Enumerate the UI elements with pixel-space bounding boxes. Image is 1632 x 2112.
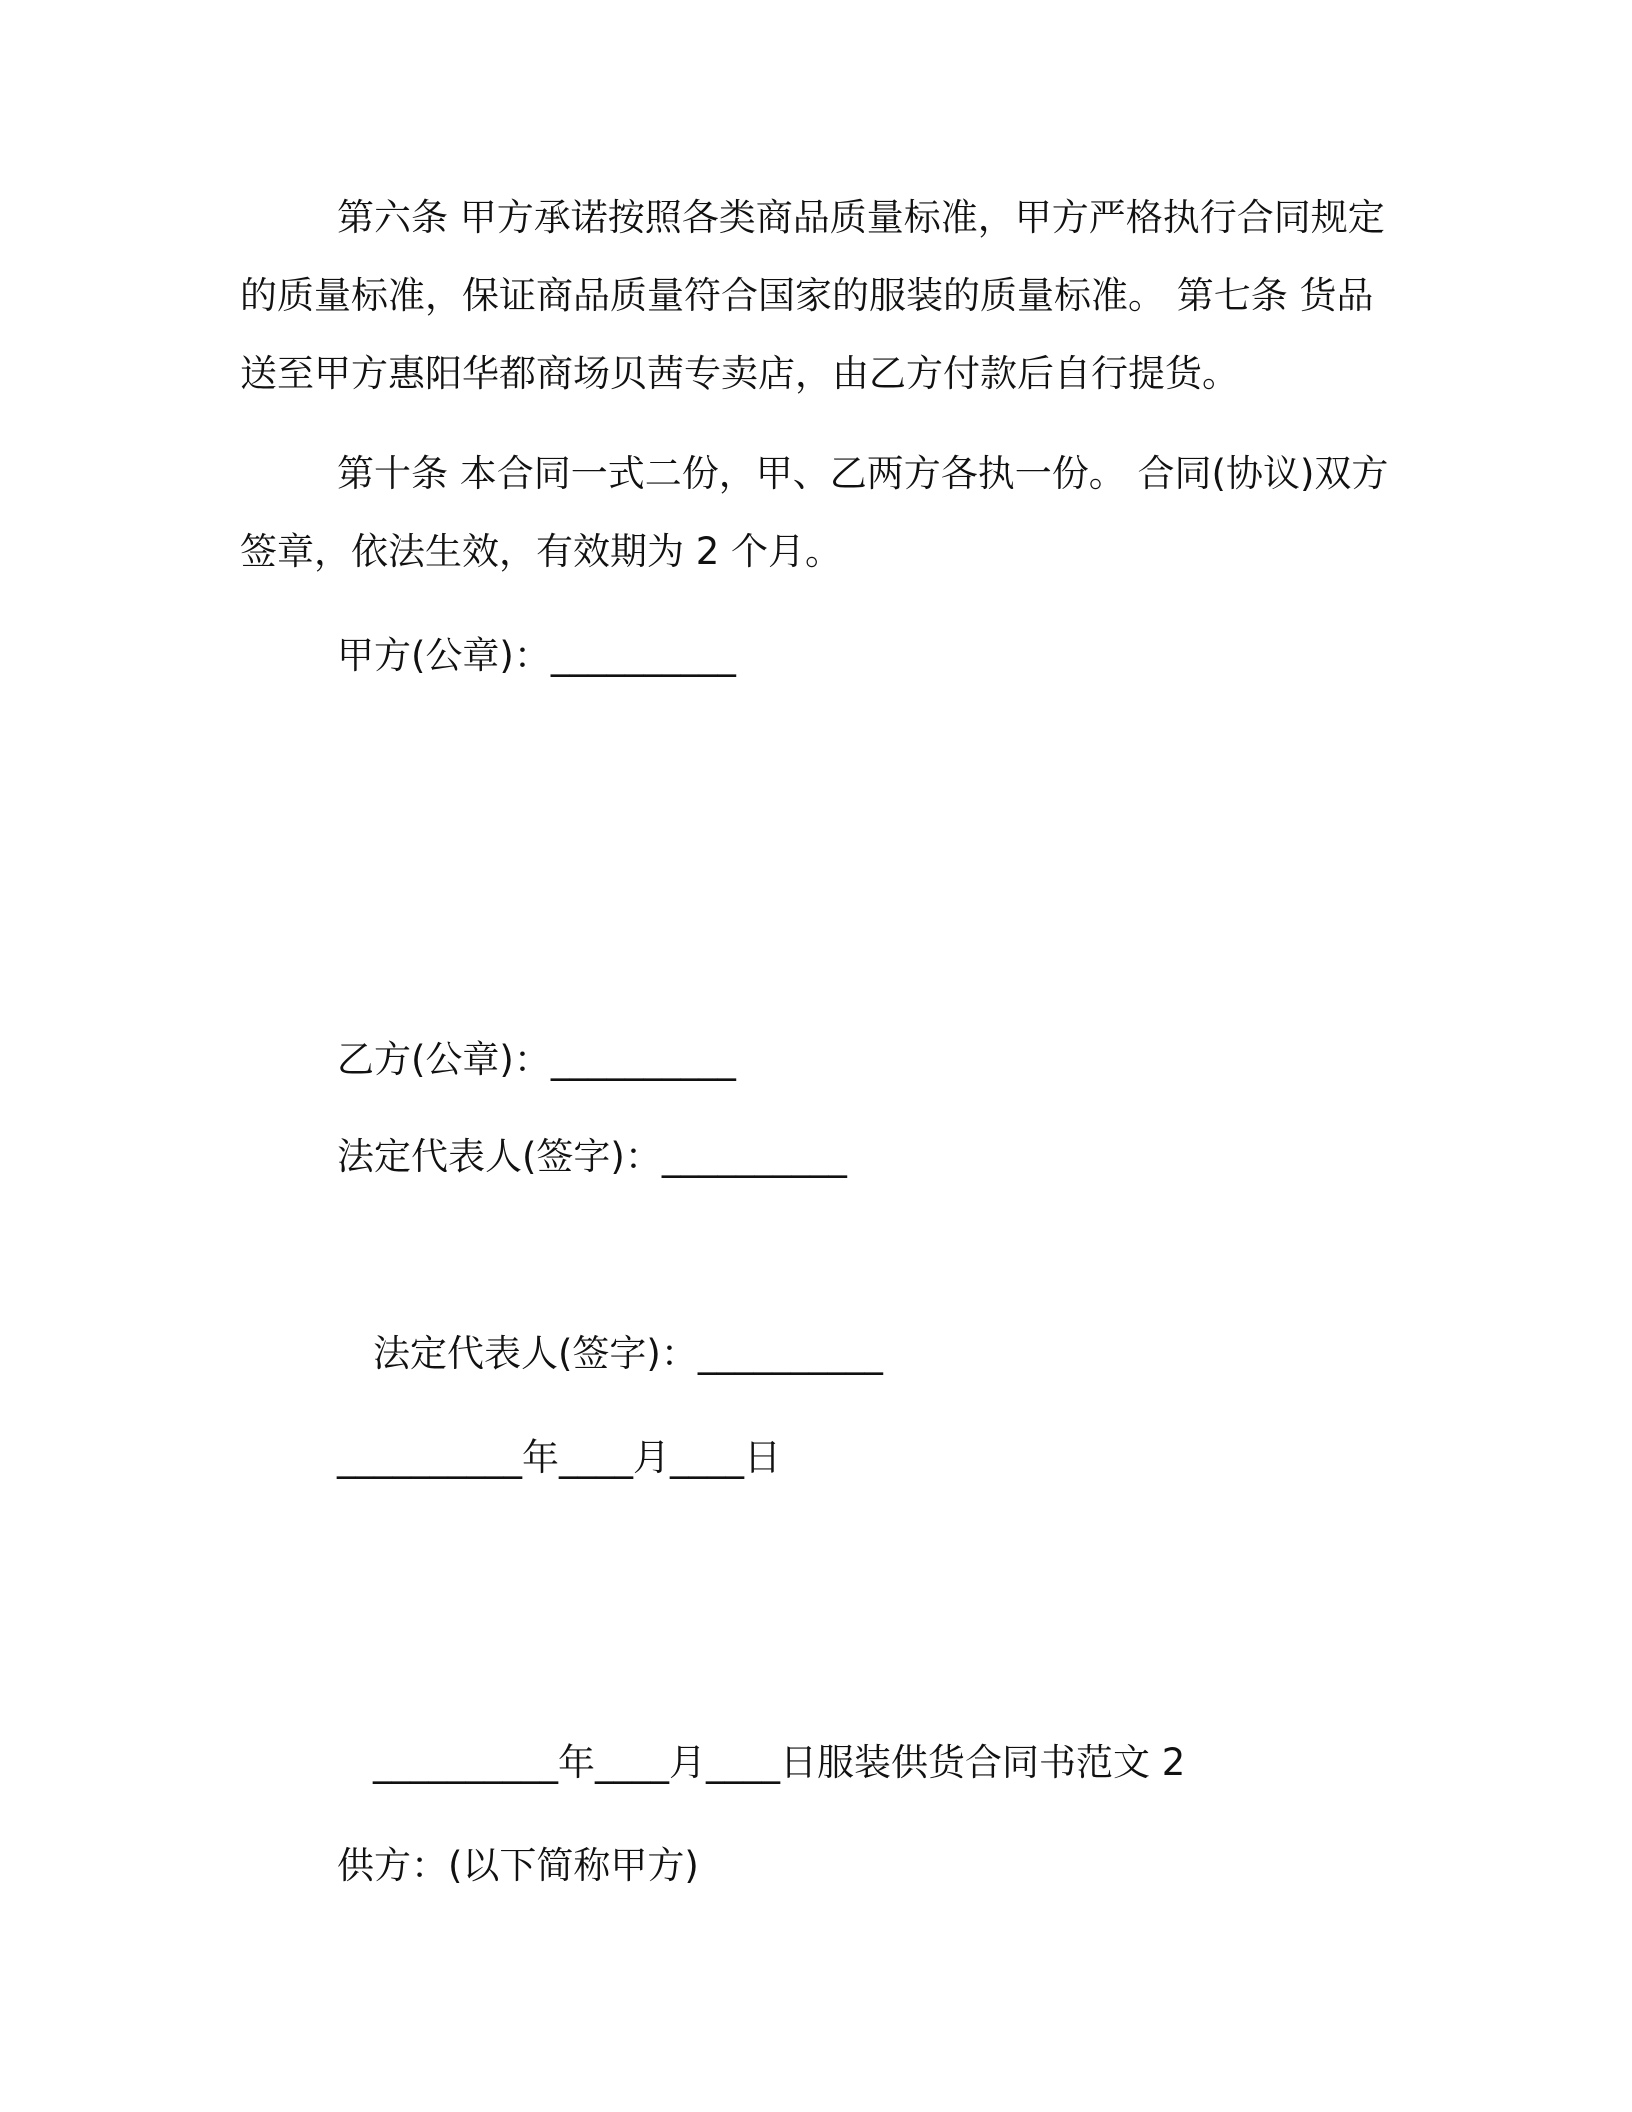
- supplier-line: 供方：(以下简称甲方): [337, 1844, 699, 1887]
- party-a-seal-line: 甲方(公章)：__________: [337, 634, 736, 677]
- article-6-line-3: 送至甲方惠阳华都商场贝茜专卖店，由乙方付款后自行提货。: [240, 352, 1239, 395]
- article-6-line-2: 的质量标准，保证商品质量符合国家的服装的质量标准。 第七条 货品: [240, 274, 1374, 317]
- article-10-line-2: 签章，依法生效，有效期为 2 个月。: [240, 530, 843, 573]
- legal-representative-line-2: 法定代表人(签字)：__________: [373, 1332, 883, 1375]
- article-10-line-1: 第十条 本合同一式二份，甲、乙两方各执一份。 合同(协议)双方: [337, 452, 1389, 495]
- legal-representative-line-1: 法定代表人(签字)：__________: [337, 1135, 847, 1178]
- contract-title-line: __________年____月____日服装供货合同书范文 2: [373, 1741, 1186, 1784]
- party-b-seal-line: 乙方(公章)：__________: [337, 1038, 736, 1081]
- signing-date-line: __________年____月____日: [337, 1436, 781, 1479]
- article-6-line-1: 第六条 甲方承诺按照各类商品质量标准，甲方严格执行合同规定: [337, 196, 1385, 239]
